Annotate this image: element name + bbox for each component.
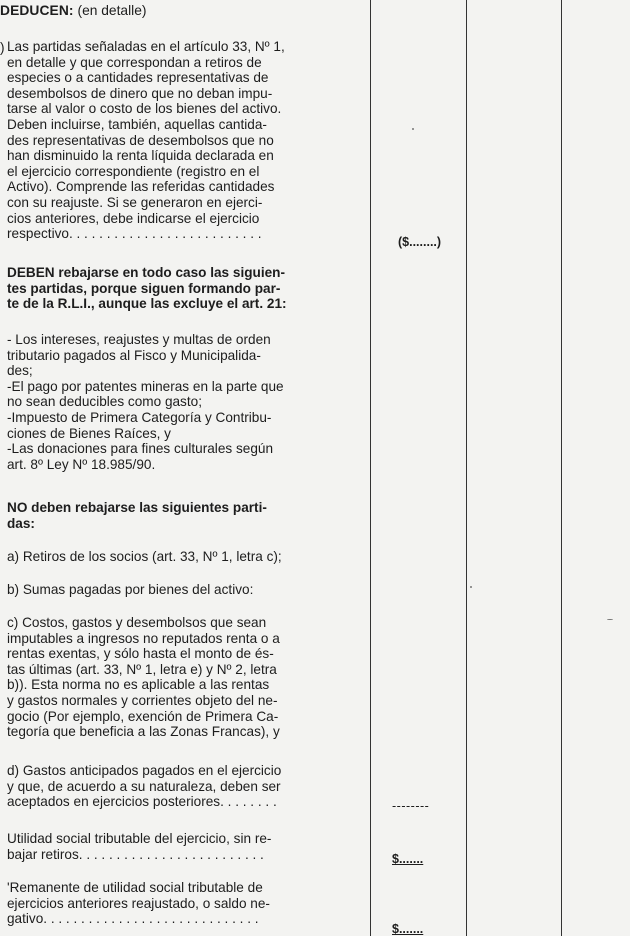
heading-qualifier: (en detalle) [77,3,147,18]
gastos-anticipados-amount: -------- [392,799,430,813]
partidas-paragraph: Las partidas señaladas en el artículo 33, Nº 1, en detalle y que correspondan a retiros de especies o a cantidades representativas de desembolsos de dinero que no deban impu- tarse al valor o costo de los bienes del activo. Deben incluirse, también, aquellas cantida- des representativas de desembolsos que no han disminuido la renta líquida declarada en el ejercicio correspondiente (registro en el Activo). Comprende las referidas cantidades con su reajuste. Si se generaron en ejerci- cios anteriores, debe indicarse el ejercicio respectivo. . . . . . . . . . . . . . . . . . . . . . . . . . [7,39,285,242]
deben-rebajarse-list: - Los intereses, reajustes y multas de orden tributario pagados al Fisco y Municipalida- des; -El pago por patentes mineras en la parte que no sean deducibles como gasto; -Impuesto de Primera Categoría y Contribu- ciones de Bienes Raíces, y -Las donaciones para fines culturales según art. 8º Ley Nº 18.985/90. [7,332,284,472]
item-d-gastos-anticipados: d) Gastos anticipados pagados en el ejercicio y que, de acuerdo a su naturaleza, deben ser aceptados en ejercicios posteriores. . . . . . . . [7,763,282,810]
remanente-text: 'Remanente de utilidad social tributable de ejercicios anteriores reajustado, o saldo ne- gativo. . . . . . . . . . . . . . . . . . . . . . . . . . . . . [7,880,270,927]
column-divider-3 [561,0,562,936]
no-deben-rebajarse-heading: NO deben rebajarse las siguientes parti- das: [7,500,267,531]
remanente-amount: $....... [392,922,424,936]
item-a-retiros: a) Retiros de los socios (art. 33, Nº 1, letra c); [7,549,282,564]
column-divider-1 [370,0,371,936]
partidas-amount: ($........) [398,235,442,249]
utilidad-amount: $....... [392,852,424,866]
scan-speck [470,586,472,588]
item-c-costos: c) Costos, gastos y desembolsos que sean imputables a ingresos no reputados renta o a rentas exentas, y sólo hasta el monto de és- tas últimas (art. 33, Nº 1, letra e) y Nº 2, letra b)). Esta norma no es aplicable a las rentas y gastos normales y corrientes objeto del ne- gocio (Por ejemplo, exención de Primera Ca- tegoría que beneficia a las Zonas Francas), y [7,615,280,740]
scan-speck [412,128,414,130]
scan-speck [607,619,613,620]
column-divider-2 [466,0,467,936]
item-b-sumas: b) Sumas pagadas por bienes del activo: [7,582,254,597]
item-marker: ) [0,40,5,55]
utilidad-social-text: Utilidad social tributable del ejercicio, sin re- bajar retiros. . . . . . . . . . . . . . . . . . . . . . . . . [7,831,272,862]
section-heading [0,3,147,19]
heading-label: DEDUCEN: [0,3,74,18]
deben-rebajarse-heading: DEBEN rebajarse en todo caso las siguien- tes partidas, porque siguen formando par- te de la R.L.I., aunque las excluye el art. 21: [7,265,287,312]
